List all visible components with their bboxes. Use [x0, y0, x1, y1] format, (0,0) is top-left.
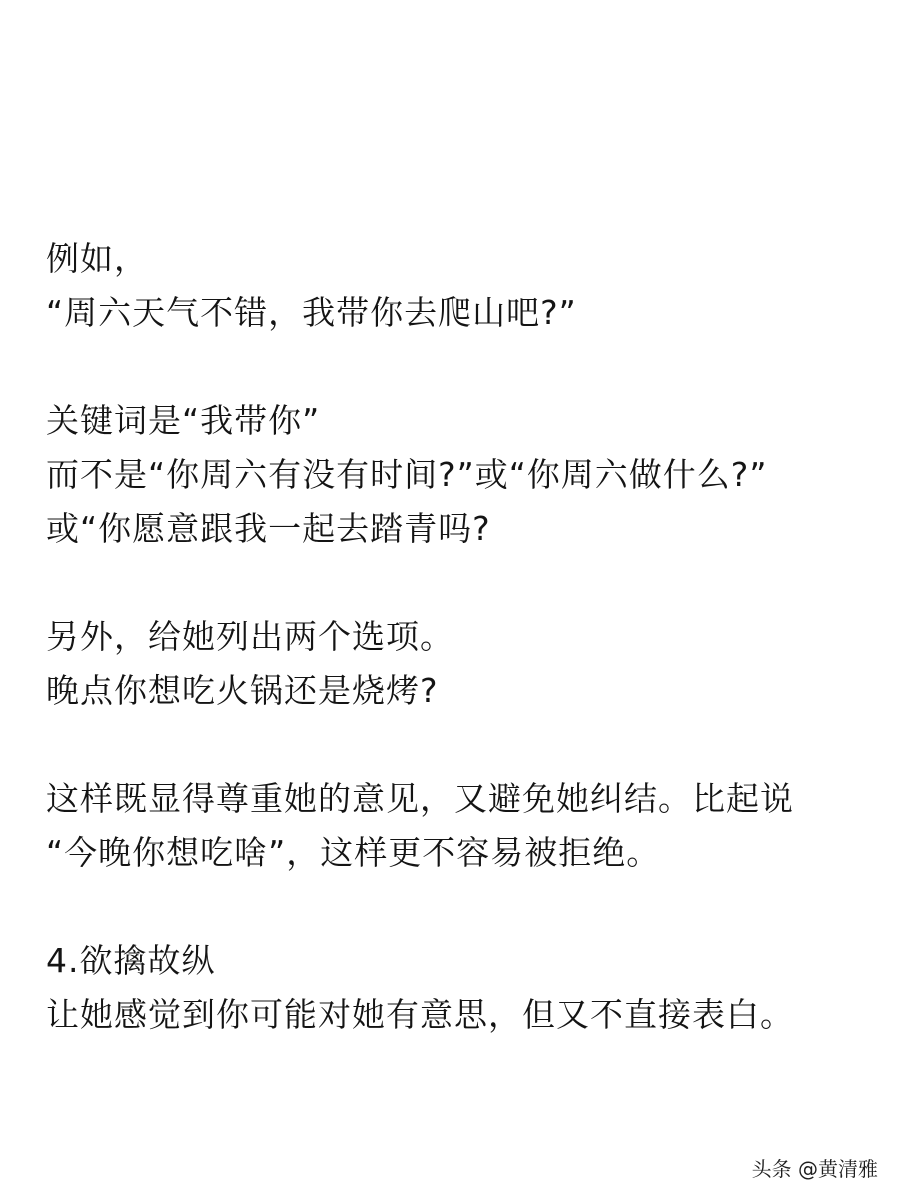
text-line: 另外，给她列出两个选项。 [46, 617, 454, 656]
text-line: 这样既显得尊重她的意见，又避免她纠结。比起说 [46, 779, 794, 818]
watermark: 头条 @黄清雅 [751, 1157, 878, 1181]
paragraph-gap [46, 556, 876, 610]
text-line: 而不是“你周六有没有时间?”或“你周六做什么?” [46, 455, 768, 494]
text-line: 关键词是“我带你” [46, 401, 321, 440]
text-line: 晚点你想吃火锅还是烧烤? [46, 671, 439, 710]
text-line: 让她感觉到你可能对她有意思，但又不直接表白。 [46, 995, 794, 1034]
text-line: 例如， [46, 239, 148, 278]
paragraph-gap [46, 718, 876, 772]
text-line: 或“你愿意跟我一起去踏青吗? [46, 509, 491, 548]
section-heading: 4.欲擒故纵 [46, 941, 216, 980]
paragraph-gap [46, 340, 876, 394]
text-line: “今晚你想吃啥”，这样更不容易被拒绝。 [46, 833, 661, 872]
text-line: “周六天气不错，我带你去爬山吧?” [46, 293, 577, 332]
paragraph-gap [46, 880, 876, 934]
article-body [46, 232, 876, 1042]
